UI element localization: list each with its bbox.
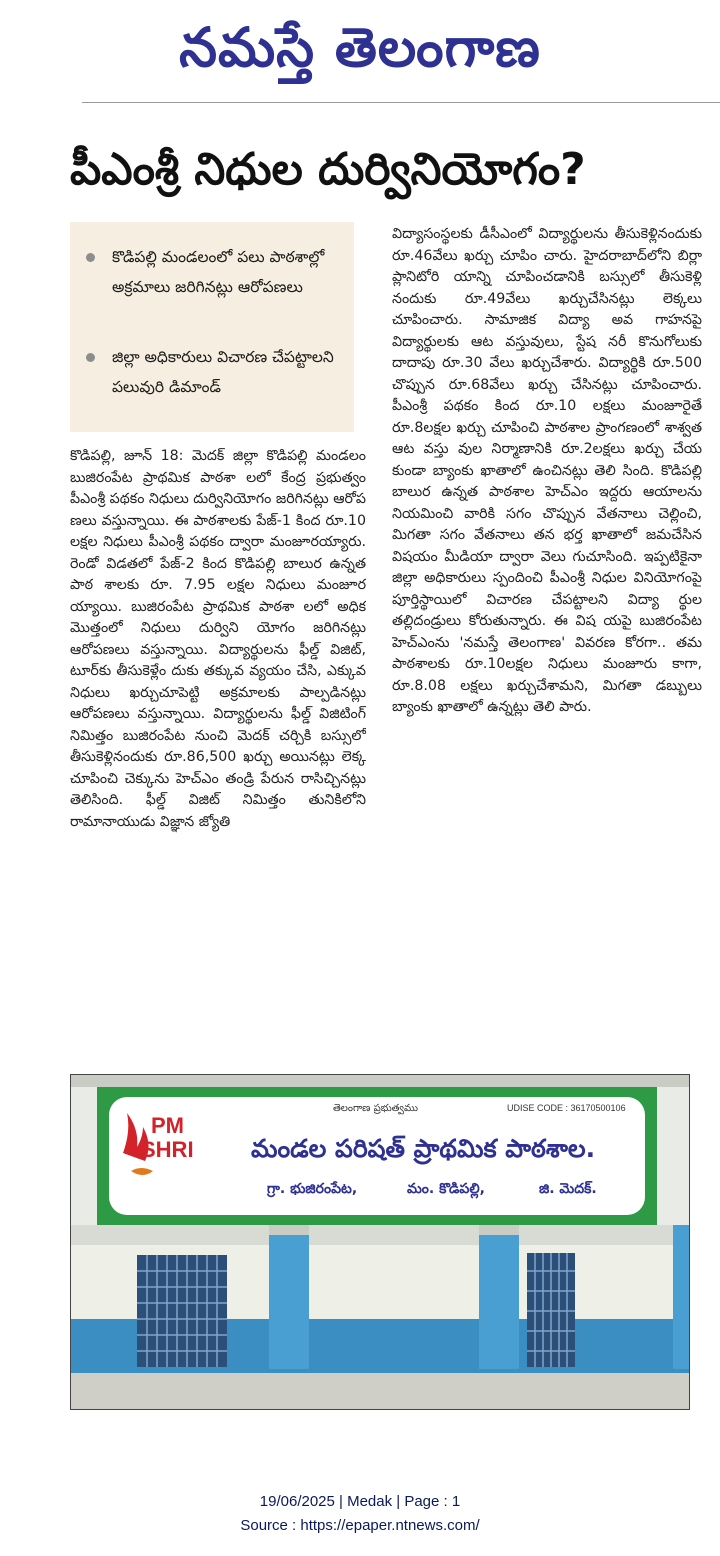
door-right: [527, 1253, 575, 1367]
school-name: మండల పరిషత్ ప్రాథమిక పాఠశాల.: [251, 1134, 596, 1163]
article-text: కొడిపల్లి, జూన్ 18: మెదక్ జిల్లా కొడిపల్లి మండలం బుజిరంపేట ప్రాథమిక పాఠశా లలో కేంద్ర ప్రభుత్వం పీఎంశ్రీ పథకం నిధులు దుర్వినియోగం జరిగినట్లు ఆరోప ణలు వస్తున్నాయి. ఈ పాఠశాలకు పేజ్-1 కింద రూ.10 లక్షల నిధులు పీఎంశ్రీ పథకం ద్వారా మంజూరయ్యారు. రెండో విడతలో పేజ్-2 కింద కొడిపల్లి బాలుర ఉన్నత పాఠ శాలకు రూ. 7.95 లక్షల నిధులు మంజూర య్యాయి. బుజిరంపేట ప్రాథమిక పాఠశా లలో అధిక మొత్తంలో నిధులు దుర్విని యోగం జరిగినట్లు ఆరోపణలు వస్తున్నాయి. విద్యార్థులను ఫీల్డ్ విజిట్, టూర్‌కు తీసుకెళ్లేం దుకు తక్కువ వ్యయం చేసి, ఎక్కువ నిధులు ఖర్చుచూపెట్టి అక్రమాలకు పాల్పడినట్లు ఆరోపణలు వస్తున్నాయి. విద్యార్థులను ఫీల్డ్ విజిటింగ్ నిమిత్తం బుజిరంపేట నుంచి మెదక్ చర్చికి బస్సులో తీసుకెళ్లినందుకు రూ.86,500 ఖర్చు అయినట్లు లెక్క చూపించి చెక్కును హెచ్‌ఎం తండ్రి పేరున రాసిచ్చినట్లు తెలిసింది. ఫీల్డ్ విజిట్ నిమిత్తం తునికిలోని రామానాయుడు విజ్ఞాన జ్యోతి: [70, 448, 366, 830]
location-mandal: మం. కొడిపల్లి,: [407, 1181, 485, 1197]
sign-top-text: తెలంగాణ ప్రభుత్వము: [333, 1103, 419, 1114]
article-column-right: [392, 224, 702, 1054]
page-footer: [0, 1490, 720, 1538]
school-building-photo: [70, 1074, 690, 1410]
logo-shri-text: SHRI: [141, 1137, 194, 1162]
bullet-icon: [86, 253, 95, 262]
newspaper-masthead: [0, 8, 720, 88]
article-column-left: [70, 446, 366, 1060]
location-district: జి. మెదక్.: [539, 1181, 597, 1197]
highlight-text: కొడిపల్లి మండలంలో పలు పాఠశాల్లో అక్రమాలు జరిగినట్లు ఆరోపణలు: [112, 248, 325, 296]
location-village: గ్రా. భుజిరంపేట,: [267, 1181, 358, 1197]
highlights-box: [70, 222, 354, 432]
udise-code: UDISE CODE : 36170500106: [507, 1103, 626, 1113]
highlight-item: [86, 242, 348, 302]
article-text: విద్యాసంస్థలకు డీసీఎంలో విద్యార్థులను తీసుకెళ్లినందుకు రూ.46వేలు ఖర్చు చూపిం చారు. హైదరాబాద్‌లోని బిర్లా ప్లానిటోరి యాన్ని చూపించడానికి బస్సులో తీసుకెళ్లి నందుకు రూ.49వేలు ఖర్చుచేసినట్లు లెక్కలు చూపించారు. సామాజిక విద్యా అవ గాహనపై విద్యార్థులకు ఆట వస్తువులు, స్టేష నరీ కొనుగోలుకు దాదాపు రూ.30 వేలు ఖర్చుచేశారు. విద్యార్థికి రూ.500 చొప్పున రూ.68వేలు ఖర్చు చేసినట్లు చూపించారు. పీఎంశ్రీ పథకం కింద రూ.10 లక్షలు మంజూరైతే రూ.8లక్షల ఖర్చు చూపించి పాఠశాల ప్రాంగణంలో శాశ్వత ఆట వస్తు వుల నిర్మాణానికి రూ.2లక్షలు ఖర్చు చేయ కుండా బ్యాంకు ఖాతాలో ఉంచినట్లు తెలి సింది. కొడిపల్లి బాలుర ఉన్నత పాఠశాల హెచ్‌ఎం ఇద్దరు ఆయాలను నియమించి వారికి సగం చొప్పున వేతనాలు చెల్లించి, మిగతా సగం వేతనాలు తన భర్త ఖాతాలో జమచేసిన విషయం మీడియా ద్వారా వెలు గుచూసింది. ఇప్పటికైనా జిల్లా అధికారులు స్పందించి పీఎంశ్రీ నిధుల వినియోగంపై పూర్తిస్థాయిలో విచారణ చేపట్టాలని విద్యా ర్థుల తల్లిదండ్రులు కోరుతున్నారు. ఈ విష యపై బుజిరంపేట హెచ్‌ఎంను 'నమస్తే తెలంగాణ' వివరణ కోరగా.. తమ పాఠశాలకు రూ.10లక్షల నిధులు మంజూరు కాగా, రూ.8.08 లక్షలు ఖర్చుచేశామని, మిగతా డబ్బులు బ్యాంకు ఖాతాలో ఉన్నట్లు తెలి పారు.: [392, 226, 702, 715]
article-headline: పీఎంశ్రీ నిధుల దుర్వినియోగం?: [70, 144, 586, 195]
masthead-divider: [82, 102, 720, 103]
footer-source-line: Source : https://epaper.ntnews.com/: [240, 1517, 480, 1534]
highlight-text: జిల్లా అధికారులు విచారణ చేపట్టాలని పలువురి డిమాండ్: [112, 348, 334, 396]
masthead-title: నమస్తే తెలంగాణ: [179, 16, 541, 79]
footer-date-line: 19/06/2025 | Medak | Page : 1: [259, 1493, 461, 1510]
bullet-icon: [86, 353, 95, 362]
door-left: [137, 1255, 227, 1367]
logo-pm-text: PM: [151, 1113, 184, 1138]
highlight-item: [86, 342, 348, 402]
